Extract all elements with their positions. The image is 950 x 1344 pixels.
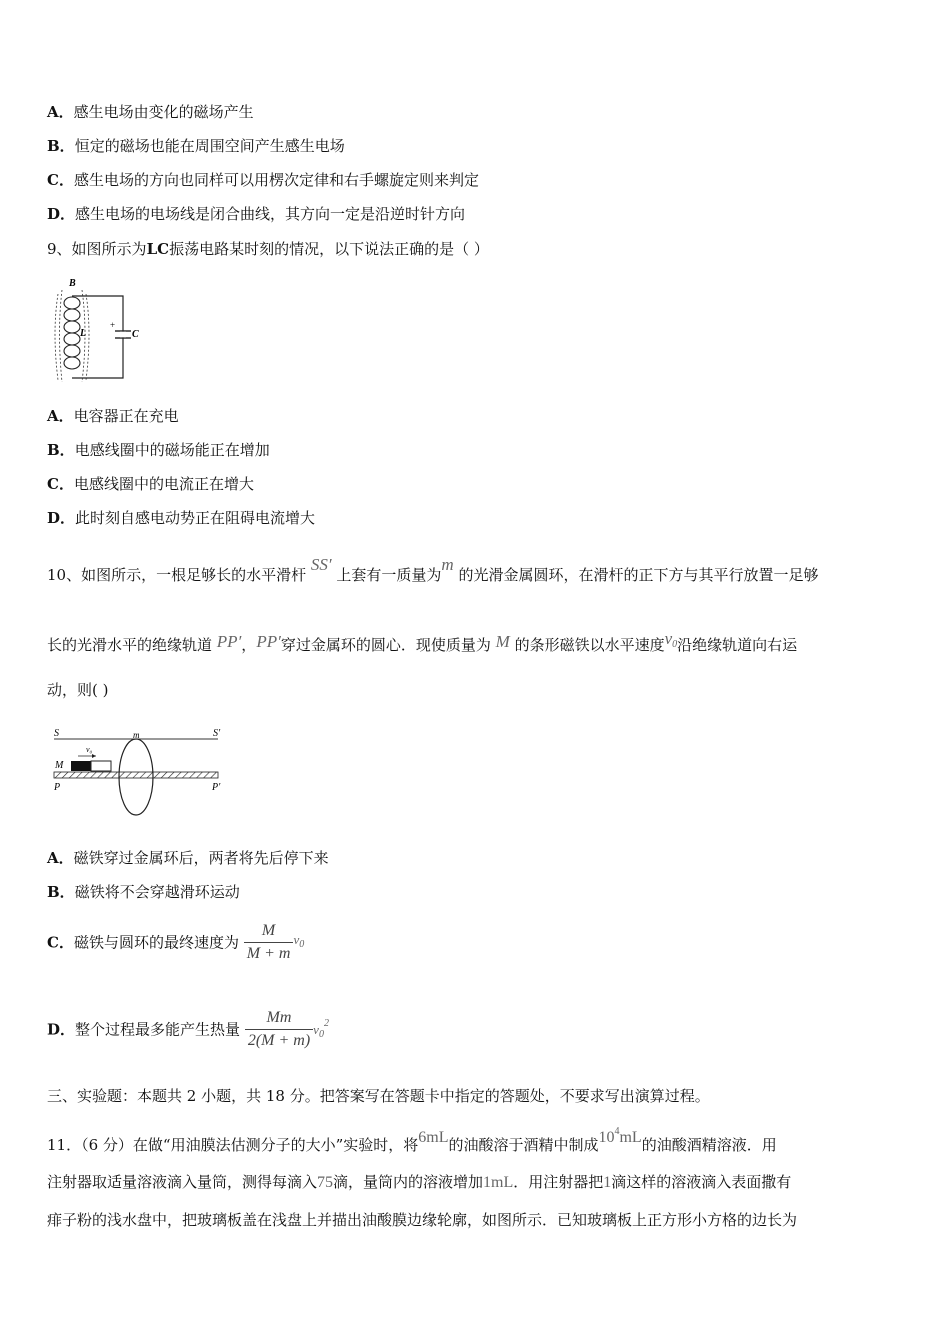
stem-text: 长的光滑水平的绝缘轨道: [47, 636, 213, 654]
math-sub: 0: [318, 1029, 324, 1040]
stem-text: 如图所示，一根足够长的水平滑杆: [81, 566, 307, 584]
math-M: M: [495, 632, 510, 651]
option-letter: A．: [47, 103, 74, 121]
math-sub: 0: [672, 639, 678, 650]
math-1ml: 1mL: [483, 1174, 514, 1191]
q8-option-a: [47, 102, 254, 122]
stem-text: （6 分）在做“用油膜法估测分子的大小”实验时，将: [81, 1136, 419, 1154]
fraction-denominator: 2(M + m): [247, 1032, 311, 1049]
math-base: 10: [598, 1129, 615, 1146]
question-number: 10、: [47, 566, 82, 584]
fraction: [244, 920, 294, 965]
question-number: 9、: [47, 240, 72, 258]
option-text: 恒定的磁场也能在周围空间产生感生电场: [74, 137, 345, 155]
math-v0: [665, 629, 678, 648]
math-10e4ml: [598, 1126, 642, 1146]
magnet-dark-half: [71, 761, 91, 771]
label-s: S: [54, 728, 59, 739]
math-pp: PP′: [216, 632, 242, 651]
q10-option-c: [47, 917, 304, 968]
option-text: 电感线圈中的磁场能正在增加: [74, 441, 270, 459]
magnet-ring-figure: [50, 726, 230, 821]
stem-text: 滴这样的溶液滴入表面撒有: [611, 1173, 792, 1191]
math-v: v: [293, 932, 300, 947]
stem-text: 如图所示为: [71, 240, 147, 258]
q8-option-b: [47, 136, 345, 156]
fraction-numerator: Mm: [245, 1007, 313, 1030]
q10-stem-line-3: [47, 680, 108, 700]
option-text: 整个过程最多能产生热量: [75, 1020, 241, 1039]
option-letter: C．: [47, 171, 74, 189]
option-text: 电感线圈中的电流正在增大: [73, 475, 254, 493]
option-letter: D．: [47, 205, 76, 223]
q9-stem: [47, 239, 489, 259]
option-letter: A．: [47, 849, 74, 867]
math-75: 75: [317, 1174, 334, 1191]
q11-stem-line-1: [47, 1122, 777, 1155]
math-m: m: [441, 555, 454, 574]
q8-option-c: [47, 170, 479, 190]
math-v0: [293, 932, 305, 950]
stem-text: ，: [241, 636, 257, 654]
option-letter: B．: [47, 137, 75, 155]
stem-text: 的油酸酒精溶液．用: [641, 1136, 777, 1154]
label-plus: +: [110, 320, 116, 330]
q8-option-d: [47, 204, 465, 224]
insulating-track: [54, 772, 218, 778]
q10-option-d: [47, 1001, 329, 1058]
stem-text: 的条形磁铁以水平速度: [514, 636, 665, 654]
option-text: 感生电场由变化的磁场产生: [73, 103, 254, 121]
fraction-numerator: M: [244, 920, 294, 943]
label-magnet-m: M: [55, 760, 64, 771]
option-letter: B．: [47, 441, 75, 459]
label-p-prime: P′: [212, 782, 221, 793]
math-sup: 2: [323, 1018, 329, 1029]
q11-stem-line-2: [47, 1172, 791, 1193]
q9-option-d: [47, 508, 315, 528]
math-1: 1: [603, 1174, 612, 1191]
label-c: C: [132, 329, 139, 340]
q10-stem-line-1: [47, 555, 818, 585]
math-pp: PP′: [256, 632, 281, 651]
q10-stem-line-2: [47, 629, 797, 655]
fraction-denominator: M + m: [246, 945, 291, 962]
stem-text: 振荡电路某时刻的情况，以下说法正确的是（ ）: [169, 240, 489, 258]
math-v: v: [664, 629, 673, 648]
q9-option-b: [47, 440, 270, 460]
option-letter: B．: [47, 883, 75, 901]
stem-text: 沿绝缘轨道向右运: [677, 636, 798, 654]
section-3-heading: 三、实验题：本题共 2 小题，共 18 分。把答案写在答题卡中指定的答题处，不要求写出演算过程。: [47, 1087, 710, 1105]
option-text: 磁铁将不会穿越滑环运动: [74, 883, 240, 901]
arrow-head: [92, 754, 96, 758]
question-number: 11．: [47, 1136, 82, 1154]
label-l: L: [80, 328, 87, 339]
label-p: P: [54, 782, 61, 793]
math-ss: SS′: [310, 555, 332, 574]
math-sup: 4: [614, 1126, 620, 1137]
q9-option-c: [47, 474, 254, 494]
magnet-light-half: [91, 761, 111, 771]
option-text: 电容器正在充电: [73, 407, 179, 425]
label-m: m: [133, 730, 140, 740]
option-text: 感生电场的电场线是闭合曲线，其方向一定是沿逆时针方向: [75, 205, 466, 223]
stem-lc: LC: [146, 240, 170, 258]
option-text: 感生电场的方向也同样可以用楞次定律和右手螺旋定则来判定: [73, 171, 479, 189]
lc-circuit-figure: [52, 276, 142, 386]
option-letter: D．: [47, 509, 76, 527]
label-b: B: [69, 278, 76, 289]
math-v: v: [313, 1022, 319, 1037]
option-letter: D．: [47, 1020, 76, 1039]
math-6ml: 6mL: [418, 1129, 449, 1146]
option-letter: C．: [47, 933, 74, 952]
math-v0-squared: [313, 1018, 329, 1040]
stem-text: ．用注射器把: [513, 1173, 604, 1191]
q10-option-a: [47, 848, 329, 868]
stem-text: 上套有一质量为: [336, 566, 442, 584]
option-text: 此时刻自感电动势正在阻碍电流增大: [75, 509, 316, 527]
stem-text: 穿过金属环的圆心．现使质量为: [280, 636, 491, 654]
option-letter: C．: [47, 475, 74, 493]
stem-text: 的光滑金属圆环，在滑杆的正下方与其平行放置一足够: [458, 566, 819, 584]
option-text: 磁铁穿过金属环后，两者将先后停下来: [73, 849, 329, 867]
q9-option-a: [47, 406, 179, 426]
option-text: 磁铁与圆环的最终速度为: [73, 933, 239, 952]
stem-text: 的油酸溶于酒精中制成: [448, 1136, 599, 1154]
label-s-prime: S′: [213, 728, 221, 739]
stem-text: 滴，量筒内的溶液增加: [333, 1173, 484, 1191]
label-v0: v₀: [86, 745, 93, 754]
fraction: [245, 1007, 313, 1052]
q10-option-b: [47, 882, 240, 902]
option-letter: A．: [47, 407, 74, 425]
stem-text: 注射器取适量溶液滴入量筒，测得每滴入: [47, 1173, 318, 1191]
math-unit: mL: [619, 1129, 642, 1146]
stem-text: 动，则( ): [47, 681, 109, 699]
math-sub: 0: [299, 939, 305, 950]
inductor-coil: [64, 297, 80, 369]
q11-stem-line-3: 痱子粉的浅水盘中，把玻璃板盖在浅盘上并描出油酸膜边缘轮廓，如图所示．已知玻璃板上正方形小方格的边长为: [47, 1211, 798, 1229]
